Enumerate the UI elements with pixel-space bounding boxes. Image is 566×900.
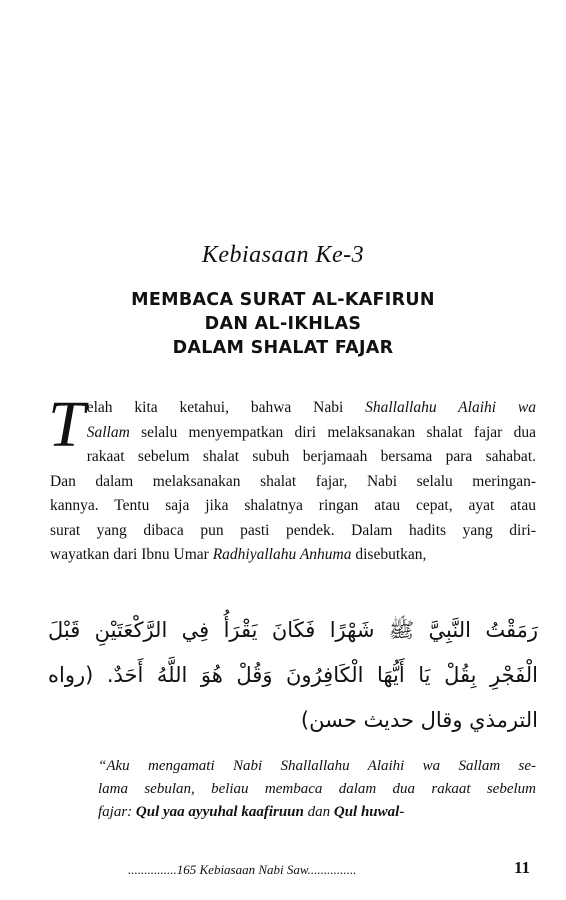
body-line-7-end: disebutkan,	[351, 546, 427, 563]
quote-line-3-text: fajar:	[98, 804, 136, 820]
running-footer: ...............165 Kebiasaan Nabi Saw...............	[128, 862, 357, 877]
body-line-1-text: elah kita ketahui, bahwa Nabi	[86, 399, 366, 416]
quote-line-3-mid: dan	[303, 804, 334, 820]
body-line-6: surat yang dibaca pun pasti pendek. Dalam hadits yang diri-	[50, 521, 536, 539]
body-line-1-italic: Shallallahu Alaihi wa	[365, 399, 537, 416]
quote-line-1: “Aku mengamati Nabi Shallallahu Alaihi wa Sallam se-	[98, 758, 536, 774]
chapter-title	[0, 288, 566, 360]
title-line-1: MEMBACA SURAT AL-KAFIRUN	[131, 290, 435, 310]
body-paragraph	[48, 388, 537, 568]
quote-line-3-bold-a: Qul yaa ayyuhal kaafiruun	[135, 804, 304, 820]
title-line-2: DAN AL-IKHLAS	[204, 314, 362, 334]
arabic-line-2: الْفَجْرِ بِقُلْ يَا أَيُّهَا الْكَافِرُونَ وَقُلْ هُوَ اللَّهُ أَحَدٌ. (رواه	[48, 663, 538, 687]
body-line-2	[50, 421, 536, 446]
body-line-7-italic: Radhiyallahu Anhuma	[212, 546, 352, 563]
arabic-hadith	[48, 608, 538, 743]
arabic-line-3: الترمذي وقال حديث حسن)	[300, 708, 538, 732]
body-line-5: kannya. Tentu saja jika shalatnya ringan atau cepat, ayat atau	[50, 497, 536, 514]
drop-cap: T	[48, 388, 85, 461]
body-line-2-italic: Sallam	[86, 423, 130, 441]
arabic-line-1: رَمَقْتُ النَّبِيَّ ﷺ شَهْرًا فَكَانَ يَقْرَأُ فِي الرَّكْعَتَيْنِ قَبْلَ	[48, 618, 538, 642]
title-line-3: DALAM SHALAT FAJAR	[172, 338, 394, 358]
body-line-2-text: selalu menyempatkan diri melaksanakan shalat fajar dua	[129, 423, 536, 441]
body-line-7-text: wayatkan dari Ibnu Umar	[50, 546, 213, 563]
body-line-3: rakaat sebelum shalat subuh berjamaah bersama para sahabat.	[86, 448, 536, 465]
translation-quote	[98, 755, 536, 824]
quote-line-2: lama sebulan, beliau membaca dalam dua rakaat sebelum	[98, 781, 536, 797]
body-line-4: Dan dalam melaksanakan shalat fajar, Nabi selalu meringan-	[50, 472, 536, 490]
body-line-1	[50, 396, 536, 421]
body-line-7	[50, 543, 536, 568]
quote-line-3-bold-b: Qul huwal-	[333, 804, 405, 820]
quote-line-3	[98, 801, 536, 824]
page-number: 11	[514, 858, 531, 877]
chapter-label: Kebiasaan Ke-3	[201, 242, 365, 268]
